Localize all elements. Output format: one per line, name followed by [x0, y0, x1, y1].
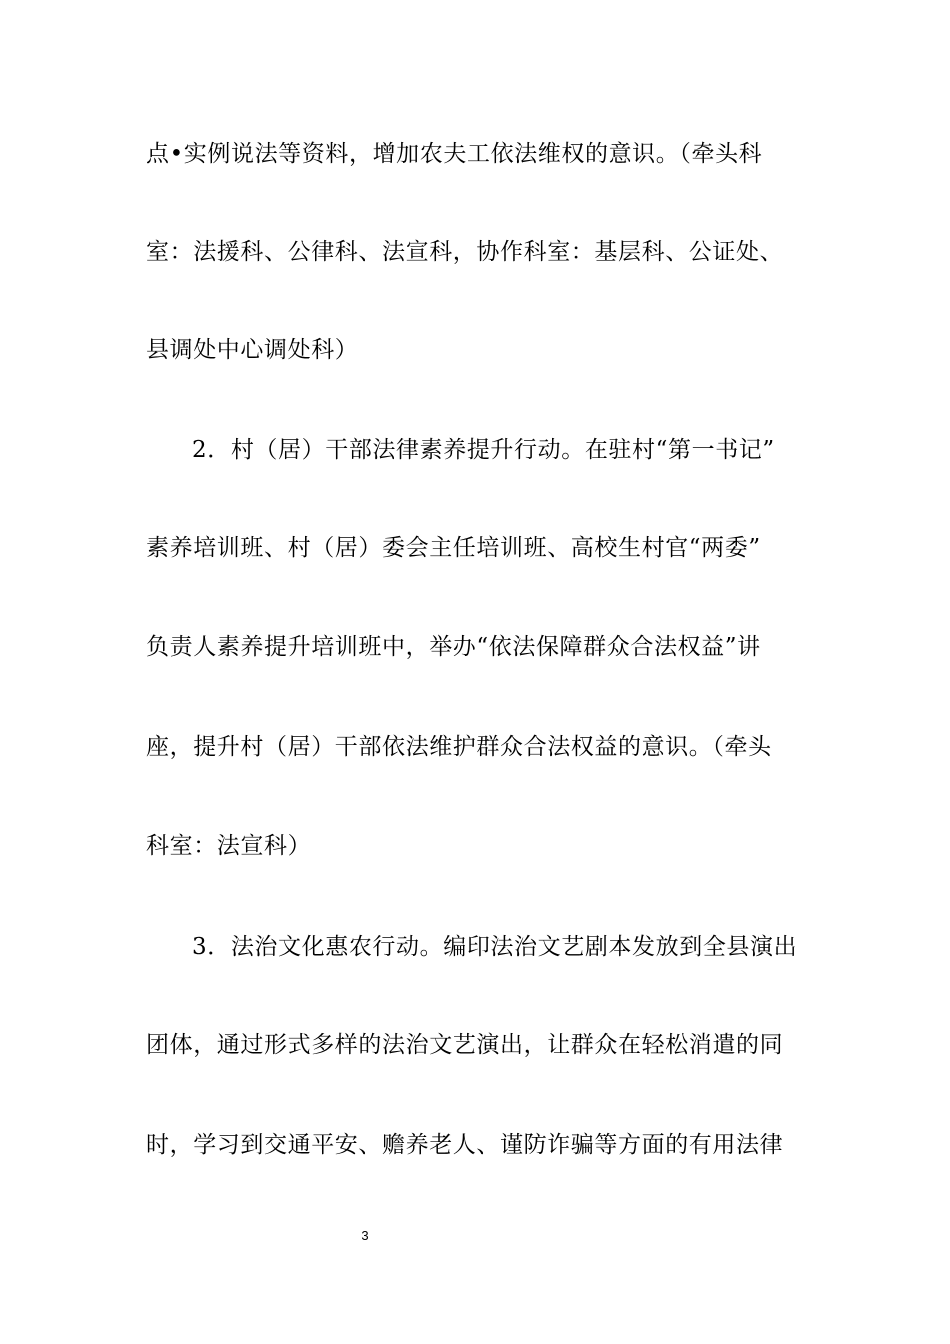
- text-line: 县调处中心调处科）: [146, 337, 359, 363]
- text-line: 室：法援科、公律科、法宣科，协作科室：基层科、公证处、: [146, 239, 784, 265]
- paragraph-heading-line: 3．法治文化惠农行动。编印法治文艺剧本发放到全县演出: [192, 934, 798, 960]
- text-line: 科室：法宣科）: [146, 833, 312, 859]
- text-line: 时，学习到交通平安、赡养老人、谨防诈骗等方面的有用法律: [146, 1132, 784, 1158]
- text-line: 负责人素养提升培训班中，举办“依法保障群众合法权益”讲: [146, 634, 761, 660]
- text-line: 素养培训班、村（居）委会主任培训班、高校生村官“两委”: [146, 535, 761, 561]
- text-line: 座，提升村（居）干部依法维护群众合法权益的意识。（牵头: [146, 734, 772, 760]
- text-line: 点•实例说法等资料，增加农夫工依法维权的意识。（牵头科: [146, 141, 763, 167]
- paragraph-heading-line: 2．村（居）干部法律素养提升行动。在驻村“第一书记”: [192, 437, 775, 463]
- text-line: 团体，通过形式多样的法治文艺演出，让群众在轻松消遣的同: [146, 1032, 784, 1058]
- page-number: 3: [361, 1228, 369, 1243]
